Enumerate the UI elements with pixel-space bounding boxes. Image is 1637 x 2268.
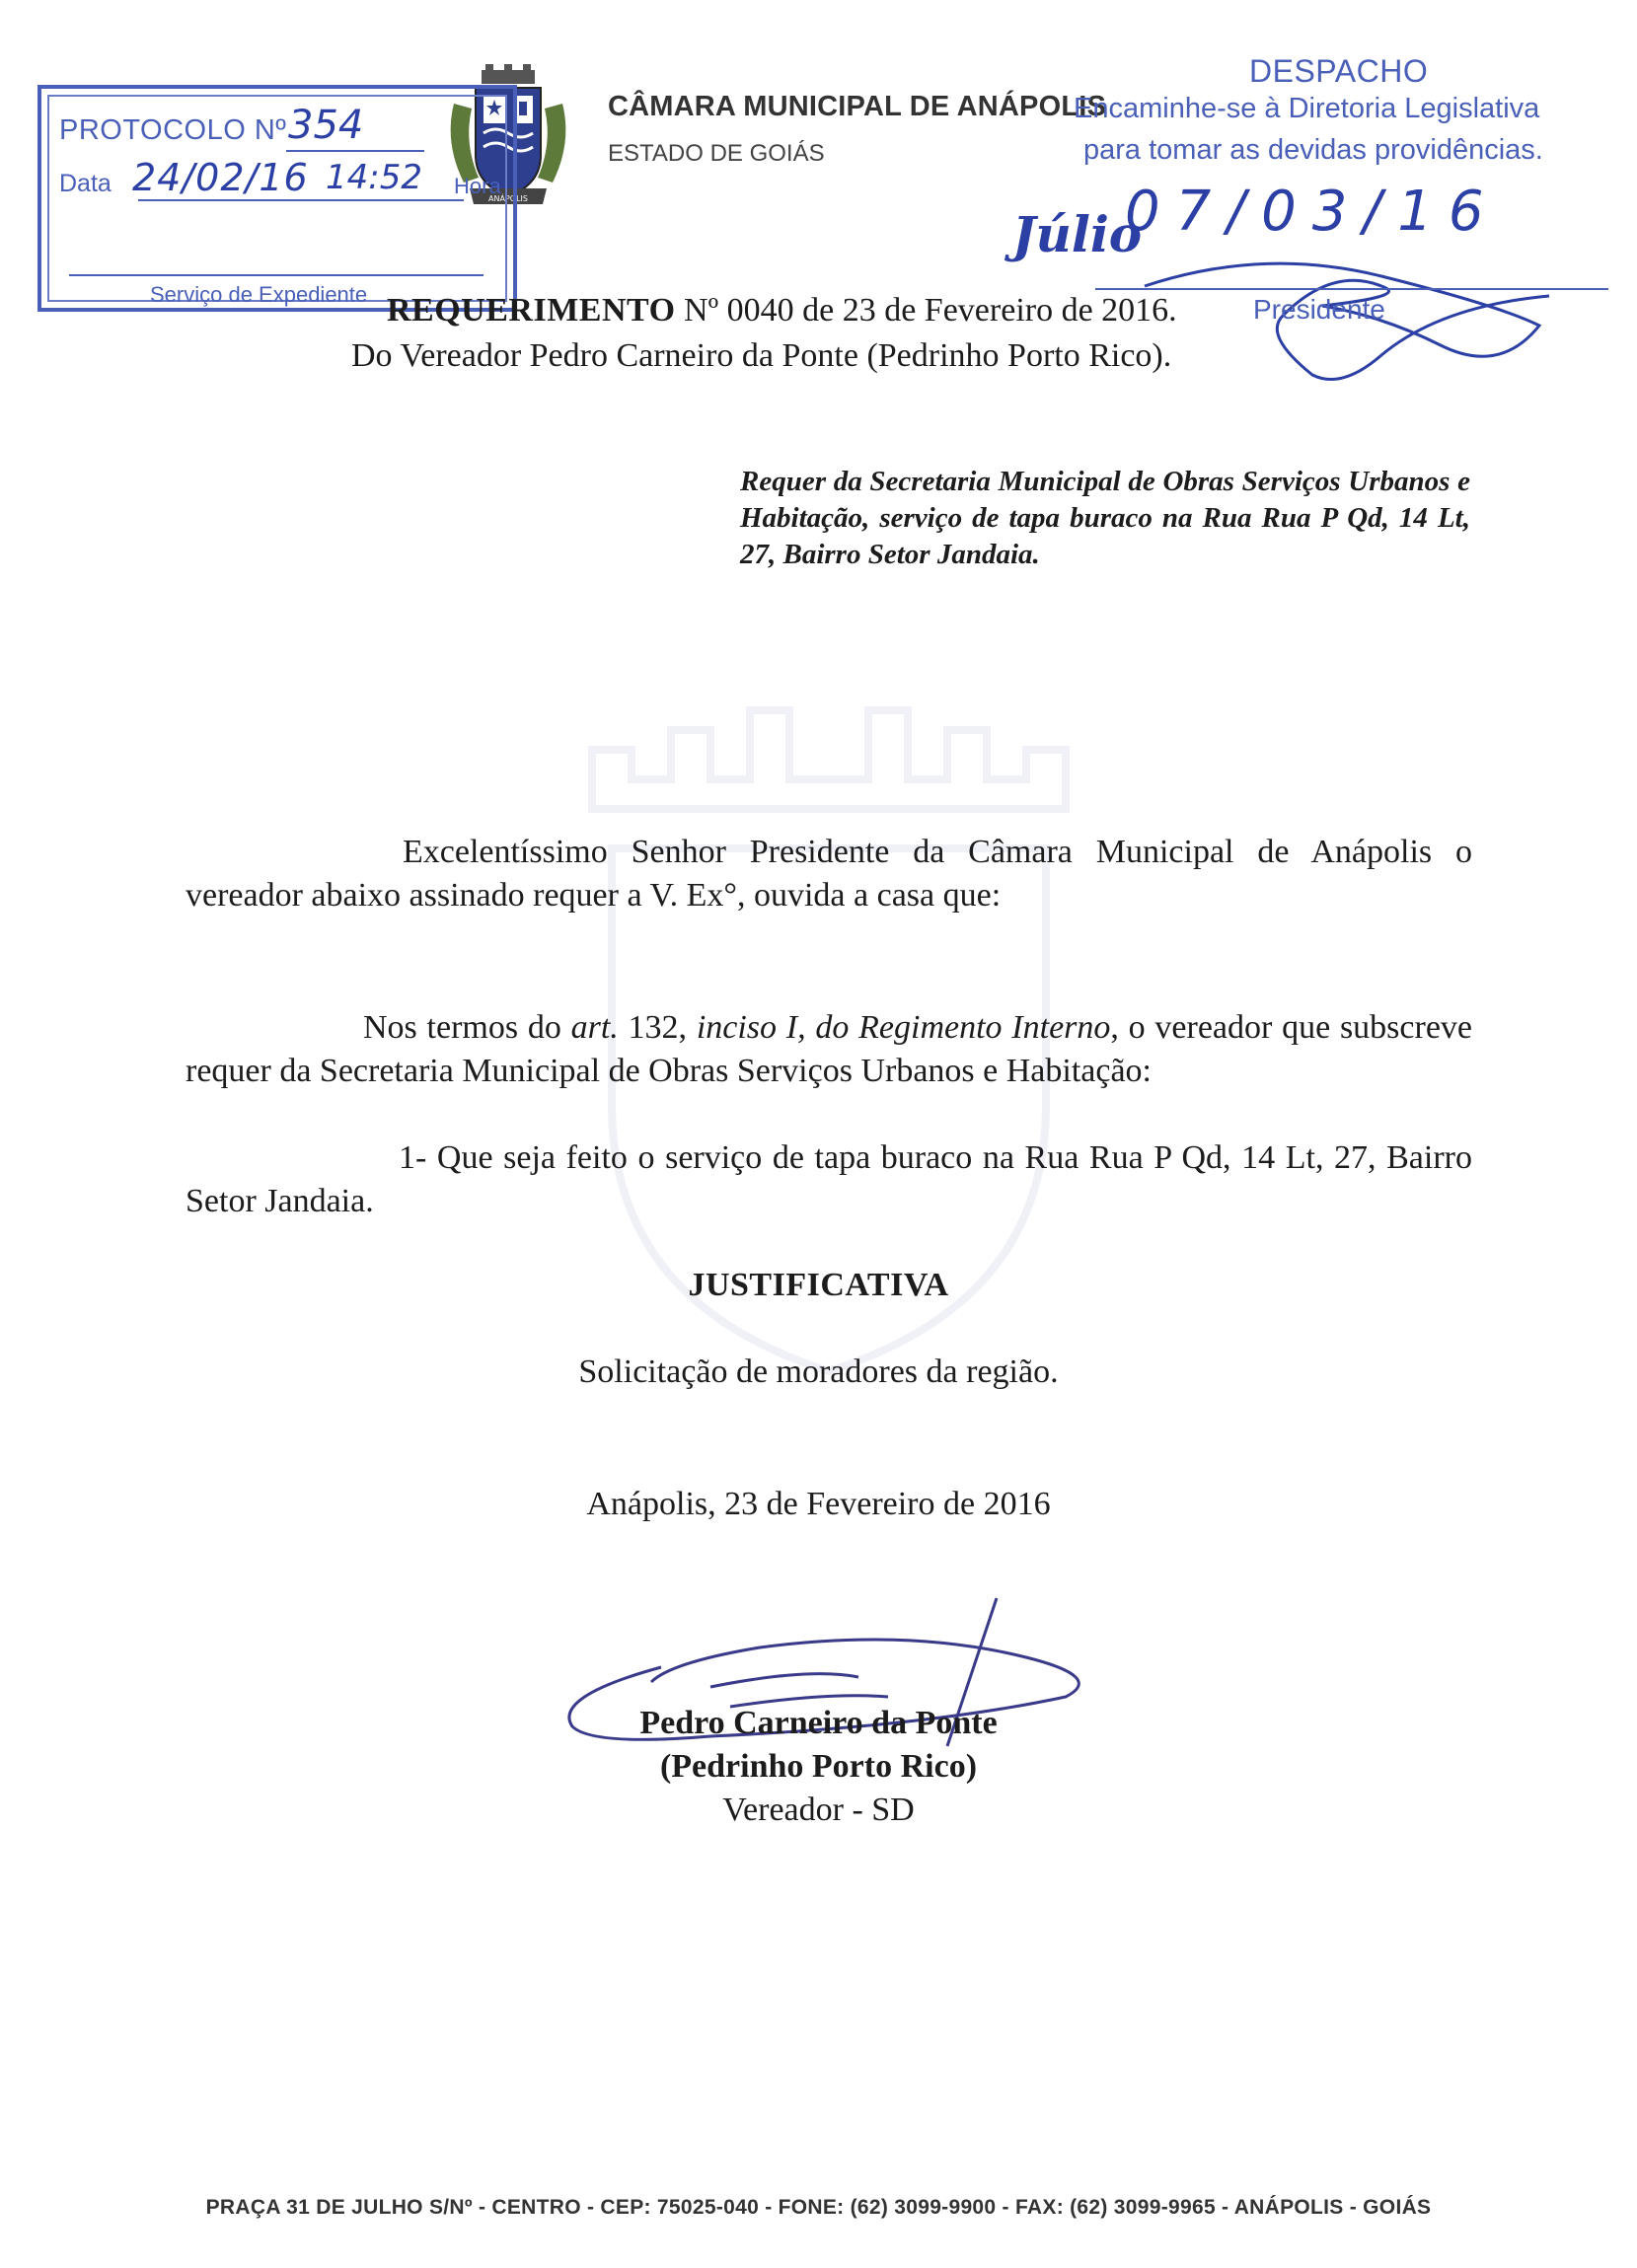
document-title	[387, 292, 1177, 329]
paragraph-3-text: 1- Que seja feito o serviço de tapa buraco na Rua Rua P Qd, 14 Lt, 27, Bairro Setor Jandaia.	[186, 1139, 1472, 1219]
protocol-date: 24/02/16	[132, 156, 309, 199]
document-title-bold: REQUERIMENTO	[387, 292, 676, 329]
justification-text: Solicitação de moradores da região.	[578, 1353, 1059, 1390]
paragraph-1	[186, 831, 1472, 917]
paragraph-2-start: Nos termos do	[363, 1009, 571, 1046]
coat-of-arms-caption: ANÁPOLIS	[488, 194, 528, 203]
footer-address: PRAÇA 31 DE JULHO S/Nº - CENTRO - CEP: 75025-040 - FONE: (62) 3099-9900 - FAX: (62) 3099-9965 - ANÁPOLIS - GOIÁS	[205, 2196, 1432, 2219]
document-title-rest: Nº 0040 de 23 de Fevereiro de 2016.	[675, 292, 1177, 329]
paragraph-2-mid: 132,	[618, 1009, 697, 1046]
despacho-signature-line	[1095, 288, 1608, 290]
paragraph-1-text: Excelentíssimo Senhor Presidente da Câmara Municipal de Anápolis o vereador abaixo assinado requer a V. Ex°, ouvida a casa que:	[186, 834, 1472, 914]
despacho-signer: Presidente	[1253, 294, 1385, 325]
protocol-hour-label: Hora	[454, 174, 501, 198]
protocol-label: PROTOCOLO Nº	[59, 114, 287, 146]
paragraph-2-end: , o vereador que subscreve requer da Secretaria Municipal de Obras Serviços Urbanos e Habitação:	[186, 1009, 1473, 1089]
signer-nickname: (Pedrinho Porto Rico)	[659, 1748, 978, 1785]
document-author: Do Vereador Pedro Carneiro da Ponte (Pedrinho Porto Rico).	[351, 337, 1172, 374]
protocol-date-label: Data	[59, 170, 112, 197]
signer-role: Vereador - SD	[722, 1792, 915, 1828]
despacho-line-2: para tomar as devidas providências.	[1083, 134, 1543, 166]
paragraph-2-art: art.	[570, 1009, 619, 1046]
despacho-title: DESPACHO	[1249, 53, 1429, 89]
paragraph-2	[186, 1006, 1472, 1093]
institution-title: CÂMARA MUNICIPAL DE ANÁPOLIS	[608, 91, 1107, 122]
protocol-date-underline	[138, 199, 464, 201]
justification-title: JUSTIFICATIVA	[688, 1267, 949, 1303]
place-date: Anápolis, 23 de Fevereiro de 2016	[586, 1486, 1051, 1522]
protocol-number-underline	[286, 150, 424, 152]
protocol-department: Serviço de Expediente	[150, 282, 368, 307]
protocol-time: 14:52	[326, 158, 422, 197]
paragraph-2-reference: inciso I, do Regimento Interno	[696, 1009, 1111, 1046]
protocol-signature: Júlio	[1011, 205, 1143, 263]
protocol-number: 354	[288, 103, 364, 148]
despacho-date: 07/03/16	[1125, 180, 1500, 244]
document-ementa: Requer da Secretaria Municipal de Obras Serviços Urbanos e Habitação, serviço de tapa buraco na Rua Rua P Qd, 14 Lt, 27, Bairro Setor Jandaia.	[740, 466, 1470, 570]
despacho-line-1: Encaminhe-se à Diretoria Legislativa	[1074, 93, 1540, 124]
state-subtitle: ESTADO DE GOIÁS	[608, 140, 825, 167]
signer-name: Pedro Carneiro da Ponte	[639, 1705, 998, 1741]
protocol-signature-line	[69, 274, 484, 276]
paragraph-3	[186, 1136, 1472, 1223]
